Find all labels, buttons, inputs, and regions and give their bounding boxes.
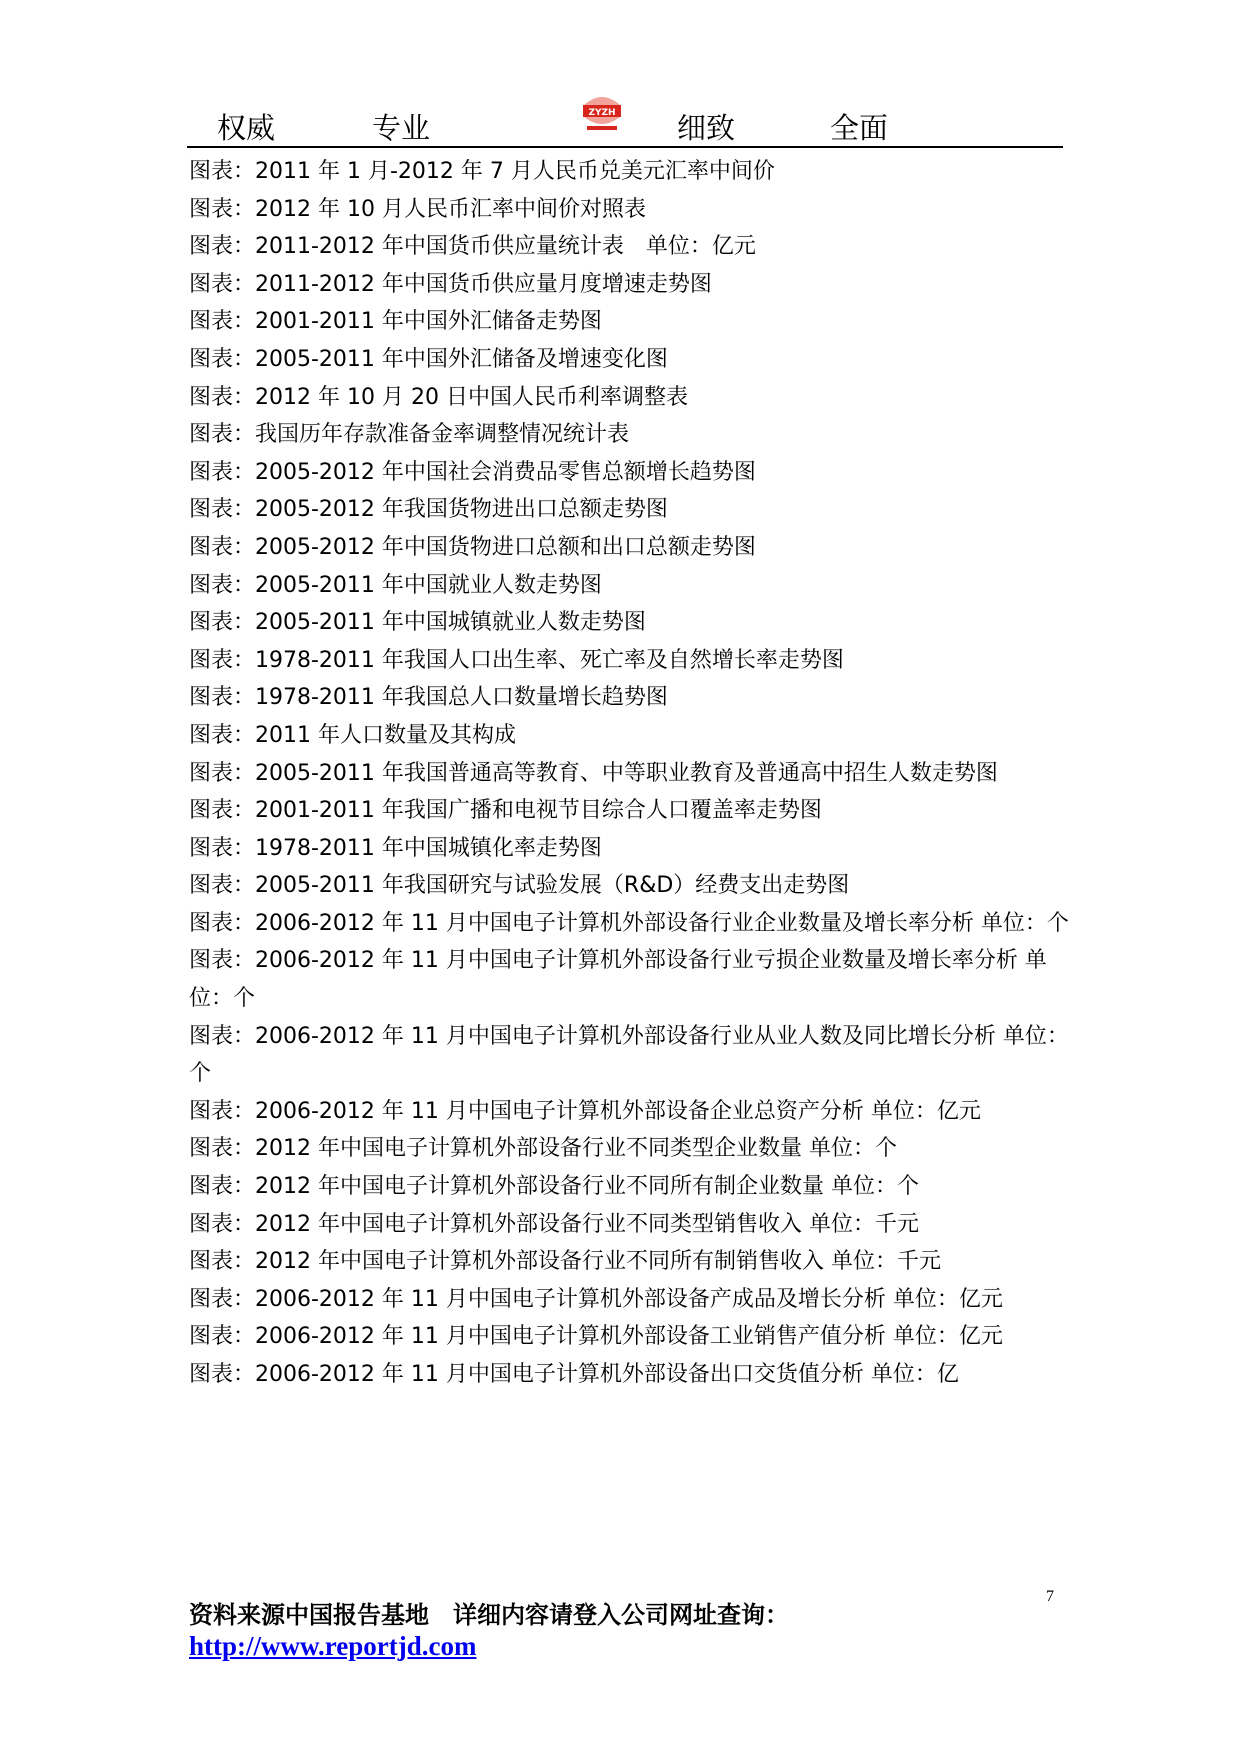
list-item: 图表：2006-2012 年 11 月中国电子计算机外部设备行业从业人数及同比增长分析 单位：个 — [189, 1023, 1069, 1087]
company-website-link[interactable]: http://www.reportjd.com — [189, 1631, 477, 1661]
list-item: 图表：2006-2012 年 11 月中国电子计算机外部设备出口交货值分析 单位：亿 — [189, 1362, 959, 1387]
list-item: 图表：2006-2012 年 11 月中国电子计算机外部设备产成品及增长分析 单位：亿元 — [189, 1286, 1003, 1312]
list-item: 图表：2011 年人口数量及其构成 — [189, 722, 516, 748]
header-word-comprehensive: 全面 — [830, 111, 889, 145]
list-item: 图表：2011-2012 年中国货币供应量统计表 单位：亿元 — [189, 234, 756, 260]
list-item: 图表：2012 年 10 月 20 日中国人民币利率调整表 — [189, 384, 688, 410]
list-item: 图表：2005-2011 年我国普通高等教育、中等职业教育及普通高中招生人数走势图 — [189, 760, 998, 786]
page-number: 7 — [1046, 1588, 1054, 1605]
list-item: 图表：2012 年 10 月人民币汇率中间价对照表 — [189, 196, 646, 222]
list-item: 图表：我国历年存款准备金率调整情况统计表 — [189, 422, 630, 448]
list-item: 图表：2005-2012 年中国社会消费品零售总额增长趋势图 — [189, 459, 756, 485]
list-item: 图表：2011 年 1 月-2012 年 7 月人民币兑美元汇率中间价 — [189, 159, 775, 184]
list-item: 图表：1978-2011 年我国总人口数量增长趋势图 — [189, 685, 668, 711]
list-item: 图表：2011-2012 年中国货币供应量月度增速走势图 — [189, 271, 712, 297]
list-item: 图表：2006-2012 年 11 月中国电子计算机外部设备行业企业数量及增长率分析 单位：个 — [189, 910, 1069, 936]
list-item: 图表：2006-2012 年 11 月中国电子计算机外部设备企业总资产分析 单位：亿元 — [189, 1098, 981, 1124]
list-item: 图表：2001-2011 年我国广播和电视节目综合人口覆盖率走势图 — [189, 798, 822, 824]
list-item: 图表：2012 年中国电子计算机外部设备行业不同类型企业数量 单位：个 — [189, 1136, 897, 1162]
list-item: 图表：2006-2012 年 11 月中国电子计算机外部设备工业销售产值分析 单位：亿元 — [189, 1324, 1003, 1350]
company-logo-icon — [577, 86, 627, 136]
list-item: 图表：2005-2011 年中国城镇就业人数走势图 — [189, 610, 646, 636]
header-word-authority: 权威 — [217, 111, 276, 145]
list-item: 图表：2005-2012 年中国货物进口总额和出口总额走势图 — [189, 534, 756, 560]
header-word-professional: 专业 — [372, 111, 431, 145]
footer-source-text: 资料来源中国报告基地 详细内容请登入公司网址查询： — [189, 1600, 789, 1629]
logo-text: ZYZH — [588, 108, 616, 118]
list-item: 图表：2012 年中国电子计算机外部设备行业不同类型销售收入 单位：千元 — [189, 1211, 919, 1237]
list-item: 图表：1978-2011 年中国城镇化率走势图 — [189, 835, 602, 861]
list-item: 图表：2005-2011 年中国外汇储备及增速变化图 — [189, 346, 668, 372]
list-item: 图表：1978-2011 年我国人口出生率、死亡率及自然增长率走势图 — [189, 647, 844, 673]
list-item: 图表：2005-2012 年我国货物进出口总额走势图 — [189, 497, 668, 523]
figure-list — [189, 153, 1069, 1394]
list-item: 图表：2005-2011 年我国研究与试验发展（R&D）经费支出走势图 — [189, 873, 850, 899]
list-item: 图表：2001-2011 年中国外汇储备走势图 — [189, 309, 602, 335]
list-item: 图表：2005-2011 年中国就业人数走势图 — [189, 572, 602, 598]
header-rule — [187, 146, 1063, 148]
list-item: 图表：2006-2012 年 11 月中国电子计算机外部设备行业亏损企业数量及增长率分析 单位：个 — [189, 948, 1047, 1012]
list-item: 图表：2012 年中国电子计算机外部设备行业不同所有制销售收入 单位：千元 — [189, 1249, 941, 1275]
page-header — [187, 86, 1063, 150]
header-word-meticulous: 细致 — [677, 111, 736, 145]
list-item: 图表：2012 年中国电子计算机外部设备行业不同所有制企业数量 单位：个 — [189, 1174, 919, 1200]
